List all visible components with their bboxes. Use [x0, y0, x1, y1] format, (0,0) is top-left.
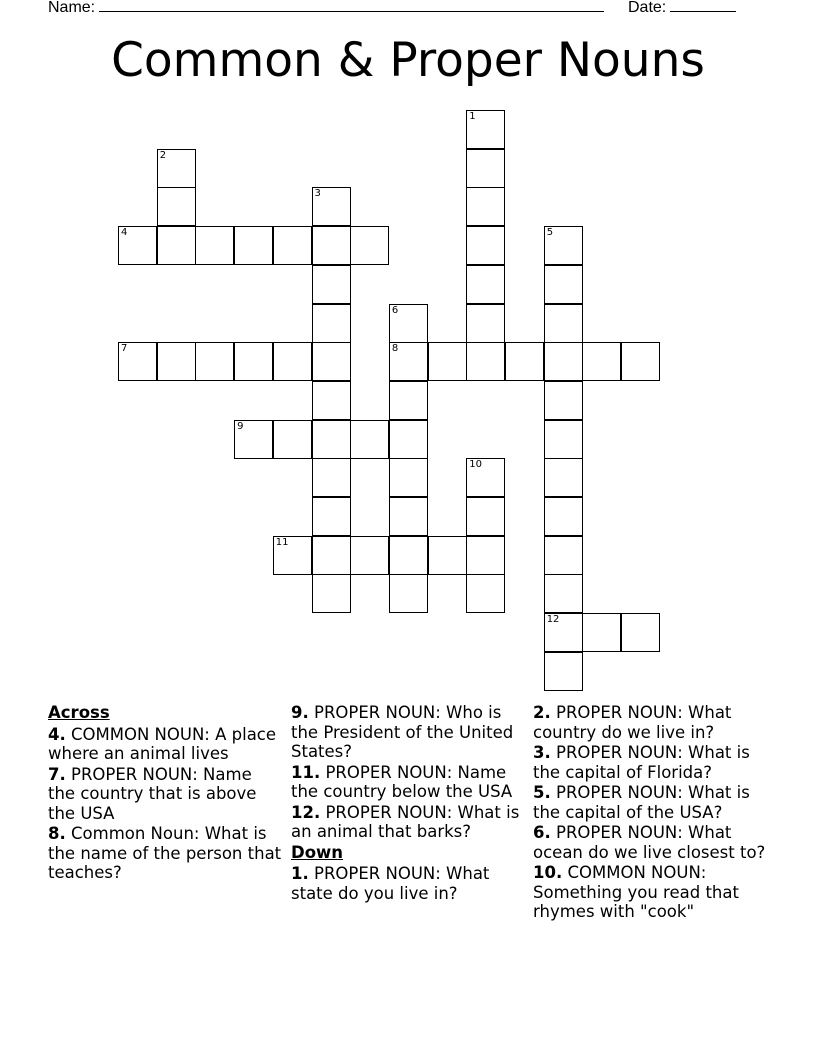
across-heading: Across — [48, 703, 110, 722]
cell-number: 1 — [469, 111, 476, 122]
clue-number: 8. — [48, 824, 66, 843]
cell-number: 3 — [314, 188, 321, 200]
crossword-cell[interactable] — [312, 304, 351, 343]
crossword-cell[interactable] — [273, 226, 312, 265]
clue-text: PROPER NOUN: What is the capital of Florida? — [533, 743, 750, 782]
crossword-cell[interactable] — [466, 187, 505, 226]
crossword-cell[interactable] — [544, 574, 583, 613]
cell-number: 9 — [237, 420, 244, 432]
clue-down-5 — [533, 783, 773, 822]
crossword-cell[interactable] — [273, 342, 312, 381]
crossword-cell[interactable] — [582, 342, 621, 381]
crossword-cell[interactable] — [466, 110, 505, 149]
crossword-cell[interactable] — [350, 226, 389, 265]
crossword-cell[interactable] — [466, 497, 505, 536]
date-label: Date: — [628, 0, 667, 16]
crossword-cell[interactable] — [157, 187, 196, 226]
clue-number: 7. — [48, 764, 66, 784]
crossword-cell[interactable] — [195, 226, 234, 265]
crossword-cell[interactable] — [428, 536, 467, 575]
cell-number: 12 — [546, 614, 560, 626]
crossword-cell[interactable] — [544, 342, 583, 381]
crossword-cell[interactable] — [466, 149, 505, 188]
crossword-cell[interactable] — [312, 226, 351, 265]
crossword-cell[interactable] — [582, 613, 621, 652]
crossword-cell[interactable] — [234, 226, 273, 265]
clue-number: 9. — [291, 703, 309, 722]
clue-text: PROPER NOUN: Who is the President of the United States? — [291, 703, 514, 761]
crossword-cell[interactable] — [544, 613, 583, 652]
name-label: Name: — [48, 0, 96, 16]
clue-across-12 — [291, 803, 526, 842]
crossword-cell[interactable] — [234, 342, 273, 381]
crossword-cell[interactable] — [312, 536, 351, 575]
crossword-cell[interactable] — [118, 342, 157, 381]
cell-number: 6 — [391, 304, 399, 316]
crossword-cell[interactable] — [312, 265, 351, 304]
clue-text: COMMON NOUN: A place where an animal lives — [48, 724, 277, 763]
crossword-cell[interactable] — [389, 536, 428, 575]
clue-text: PROPER NOUN: What is the capital of the USA? — [533, 783, 750, 822]
crossword-cell[interactable] — [118, 226, 157, 265]
crossword-cell[interactable] — [312, 497, 351, 536]
crossword-cell[interactable] — [312, 187, 351, 226]
crossword-cell[interactable] — [157, 226, 196, 265]
clue-number: 2. — [533, 703, 551, 722]
crossword-cell[interactable] — [466, 574, 505, 613]
crossword-cell[interactable] — [312, 458, 351, 497]
clues-column-2 — [291, 703, 526, 904]
clue-text: PROPER NOUN: Name the country that is above the USA — [48, 764, 257, 823]
crossword-cell[interactable] — [544, 536, 583, 575]
crossword-cell[interactable] — [312, 381, 351, 420]
crossword-cell[interactable] — [466, 265, 505, 304]
clues-column-3 — [533, 703, 773, 923]
crossword-cell[interactable] — [621, 342, 660, 381]
clue-down-2 — [533, 703, 773, 742]
clue-text: PROPER NOUN: What is an animal that barks? — [291, 802, 520, 841]
crossword-cell[interactable] — [544, 497, 583, 536]
crossword-cell[interactable] — [312, 420, 351, 459]
crossword-cell[interactable] — [544, 420, 583, 459]
clue-number: 5. — [533, 783, 551, 802]
clue-text: Common Noun: What is the name of the person that teaches? — [48, 824, 282, 882]
clue-across-4 — [48, 725, 283, 764]
crossword-cell[interactable] — [389, 497, 428, 536]
clue-down-1 — [291, 864, 526, 903]
clue-text: PROPER NOUN: What state do you live in? — [291, 864, 490, 903]
crossword-cell[interactable] — [234, 420, 273, 459]
cell-number: 11 — [275, 536, 289, 548]
clue-text: PROPER NOUN: What country do we live in? — [533, 703, 732, 742]
crossword-cell[interactable] — [466, 536, 505, 575]
clue-across-7 — [48, 765, 283, 824]
clue-number: 6. — [533, 823, 551, 842]
cell-number: 8 — [391, 343, 399, 355]
crossword-cell[interactable] — [195, 342, 234, 381]
cell-number: 2 — [159, 149, 167, 161]
crossword-cell[interactable] — [544, 226, 583, 265]
crossword-cell[interactable] — [312, 574, 351, 613]
clue-down-6 — [533, 823, 773, 862]
clue-text: COMMON NOUN: Something you read that rhymes with "cook" — [533, 863, 739, 921]
crossword-cell[interactable] — [466, 226, 505, 265]
crossword-cell[interactable] — [389, 420, 428, 459]
clue-down-3 — [533, 743, 773, 782]
crossword-cell[interactable] — [544, 652, 583, 691]
clue-number: 4. — [48, 724, 66, 744]
crossword-cell[interactable] — [505, 342, 544, 381]
cell-number: 7 — [121, 343, 128, 355]
crossword-cell[interactable] — [350, 536, 389, 575]
cell-number: 5 — [546, 227, 554, 239]
crossword-cell[interactable] — [157, 149, 196, 188]
crossword-cell[interactable] — [544, 458, 583, 497]
crossword-cell[interactable] — [312, 342, 351, 381]
clue-number: 3. — [533, 743, 551, 762]
clue-across-11 — [291, 763, 526, 802]
crossword-cell[interactable] — [428, 342, 467, 381]
clue-number: 10. — [533, 863, 563, 882]
clues-column-1 — [48, 703, 283, 884]
crossword-cell[interactable] — [544, 265, 583, 304]
crossword-cell[interactable] — [389, 381, 428, 420]
crossword-cell[interactable] — [544, 381, 583, 420]
crossword-cell[interactable] — [466, 342, 505, 381]
crossword-cell[interactable] — [544, 304, 583, 343]
clue-number: 12. — [291, 802, 321, 822]
crossword-cell[interactable] — [389, 304, 428, 343]
crossword-cell[interactable] — [350, 420, 389, 459]
down-heading: Down — [291, 842, 344, 862]
clue-number: 11. — [291, 762, 321, 782]
crossword-cell[interactable] — [389, 458, 428, 497]
page-title: Common & Proper Nouns — [111, 33, 705, 88]
cell-number: 4 — [121, 227, 128, 239]
clue-text: PROPER NOUN: What ocean do we live closest to? — [533, 823, 766, 862]
cell-number: 10 — [469, 459, 483, 471]
crossword-cell[interactable] — [157, 342, 196, 381]
clue-number: 1. — [291, 864, 309, 883]
crossword-cell[interactable] — [621, 613, 660, 652]
clue-text: PROPER NOUN: Name the country below the USA — [291, 762, 513, 801]
crossword-cell[interactable] — [466, 458, 505, 497]
crossword-cell[interactable] — [466, 304, 505, 343]
crossword-cell[interactable] — [273, 420, 312, 459]
clue-down-10 — [533, 863, 773, 922]
crossword-cell[interactable] — [389, 342, 428, 381]
crossword-cell[interactable] — [389, 574, 428, 613]
clue-across-9 — [291, 703, 526, 762]
clue-across-8 — [48, 824, 283, 883]
crossword-cell[interactable] — [273, 536, 312, 575]
